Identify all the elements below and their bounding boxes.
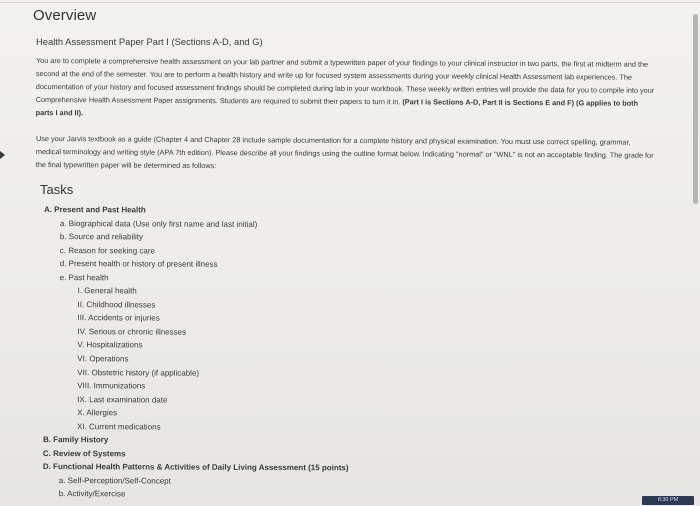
outline-item: X. Allergies: [77, 408, 118, 418]
outline-item: B. Family History: [42, 435, 109, 445]
outline-item: D. Functional Health Patterns & Activities of Daily Living Assessment (15 points): [42, 462, 349, 473]
outline-item: d. Present health or history of present illness: [59, 259, 218, 269]
outline-item: IX. Last examination date: [77, 394, 168, 405]
assignment-subtitle: Health Assessment Paper Part I (Sections A-D, and G): [36, 36, 263, 47]
outline-item: b. Source and reliability: [59, 232, 144, 242]
outline-item: C. Review of Systems: [42, 448, 126, 459]
taskbar-clock: 8:30 PM: [642, 496, 694, 505]
outline-item: II. Childhood illnesses: [77, 299, 156, 310]
outline-item: a. Biographical data (Use only first name and last initial): [59, 218, 258, 229]
outline-item: XI. Current medications: [77, 421, 161, 432]
scrollbar-thumb[interactable]: [693, 14, 698, 204]
instructions-paragraph-1: [36, 55, 656, 123]
outline-item: a. Self-Perception/Self-Concept: [58, 476, 171, 486]
expand-arrow-icon[interactable]: [0, 151, 5, 159]
page-title: Overview: [33, 7, 97, 24]
outline-item: I. General health: [77, 286, 137, 296]
scrollbar[interactable]: [690, 0, 700, 506]
paragraph-1-text: You are to complete a comprehensive health assessment on your lab partner and submit a typewritten paper of your findings to your clinical instructor in two parts, the first at midterm and the second at the end of the semester. You are to perform a health history and write up for focused system assessments during your weekly clinical Health Assessment lab experiences. The documentation of your history and focused assessment findings should be completed during lab in your workbook. These weekly written entries will provide the data for you to compile into your Comprehensive Health Assessment Paper assignments. Students are required to submit their papers to turn it in.: [35, 55, 655, 106]
outline-item: VIII. Immunizations: [77, 381, 146, 391]
instructions-paragraph-2: Use your Jarvis textbook as a guide (Chapter 4 and Chapter 28 include sample documentation for a complete history and physical examination. You must use correct spelling, grammar, medical terminology and writing style (APA 7th edition). Please describe all your findings using the outline format below. Indicating "normal" or "WNL" is not an acceptable finding. The grade for the final typewritten paper will be determined as follows:: [35, 133, 654, 170]
outline-item: A. Present and Past Health: [43, 204, 146, 215]
outline-item: V. Hospitalizations: [77, 340, 143, 350]
outline-item: e. Past health: [59, 272, 109, 283]
task-outline: [43, 203, 564, 503]
outline-item: III. Accidents or injuries: [77, 313, 160, 323]
outline-item: VII. Obstetric history (if applicable): [77, 367, 200, 378]
outline-item: b. Activity/Exercise: [58, 489, 126, 499]
tasks-heading: Tasks: [40, 182, 74, 197]
outline-item: c. Reason for seeking care: [59, 245, 155, 256]
outline-item: VI. Operations: [77, 354, 129, 364]
top-divider: [0, 2, 700, 3]
outline-item: IV. Serious or chronic illnesses: [77, 327, 187, 337]
paragraph-1-bold: (Part I is Sections A-D, Part II is Sections E and F) (G applies to both parts I and II).: [35, 96, 639, 117]
